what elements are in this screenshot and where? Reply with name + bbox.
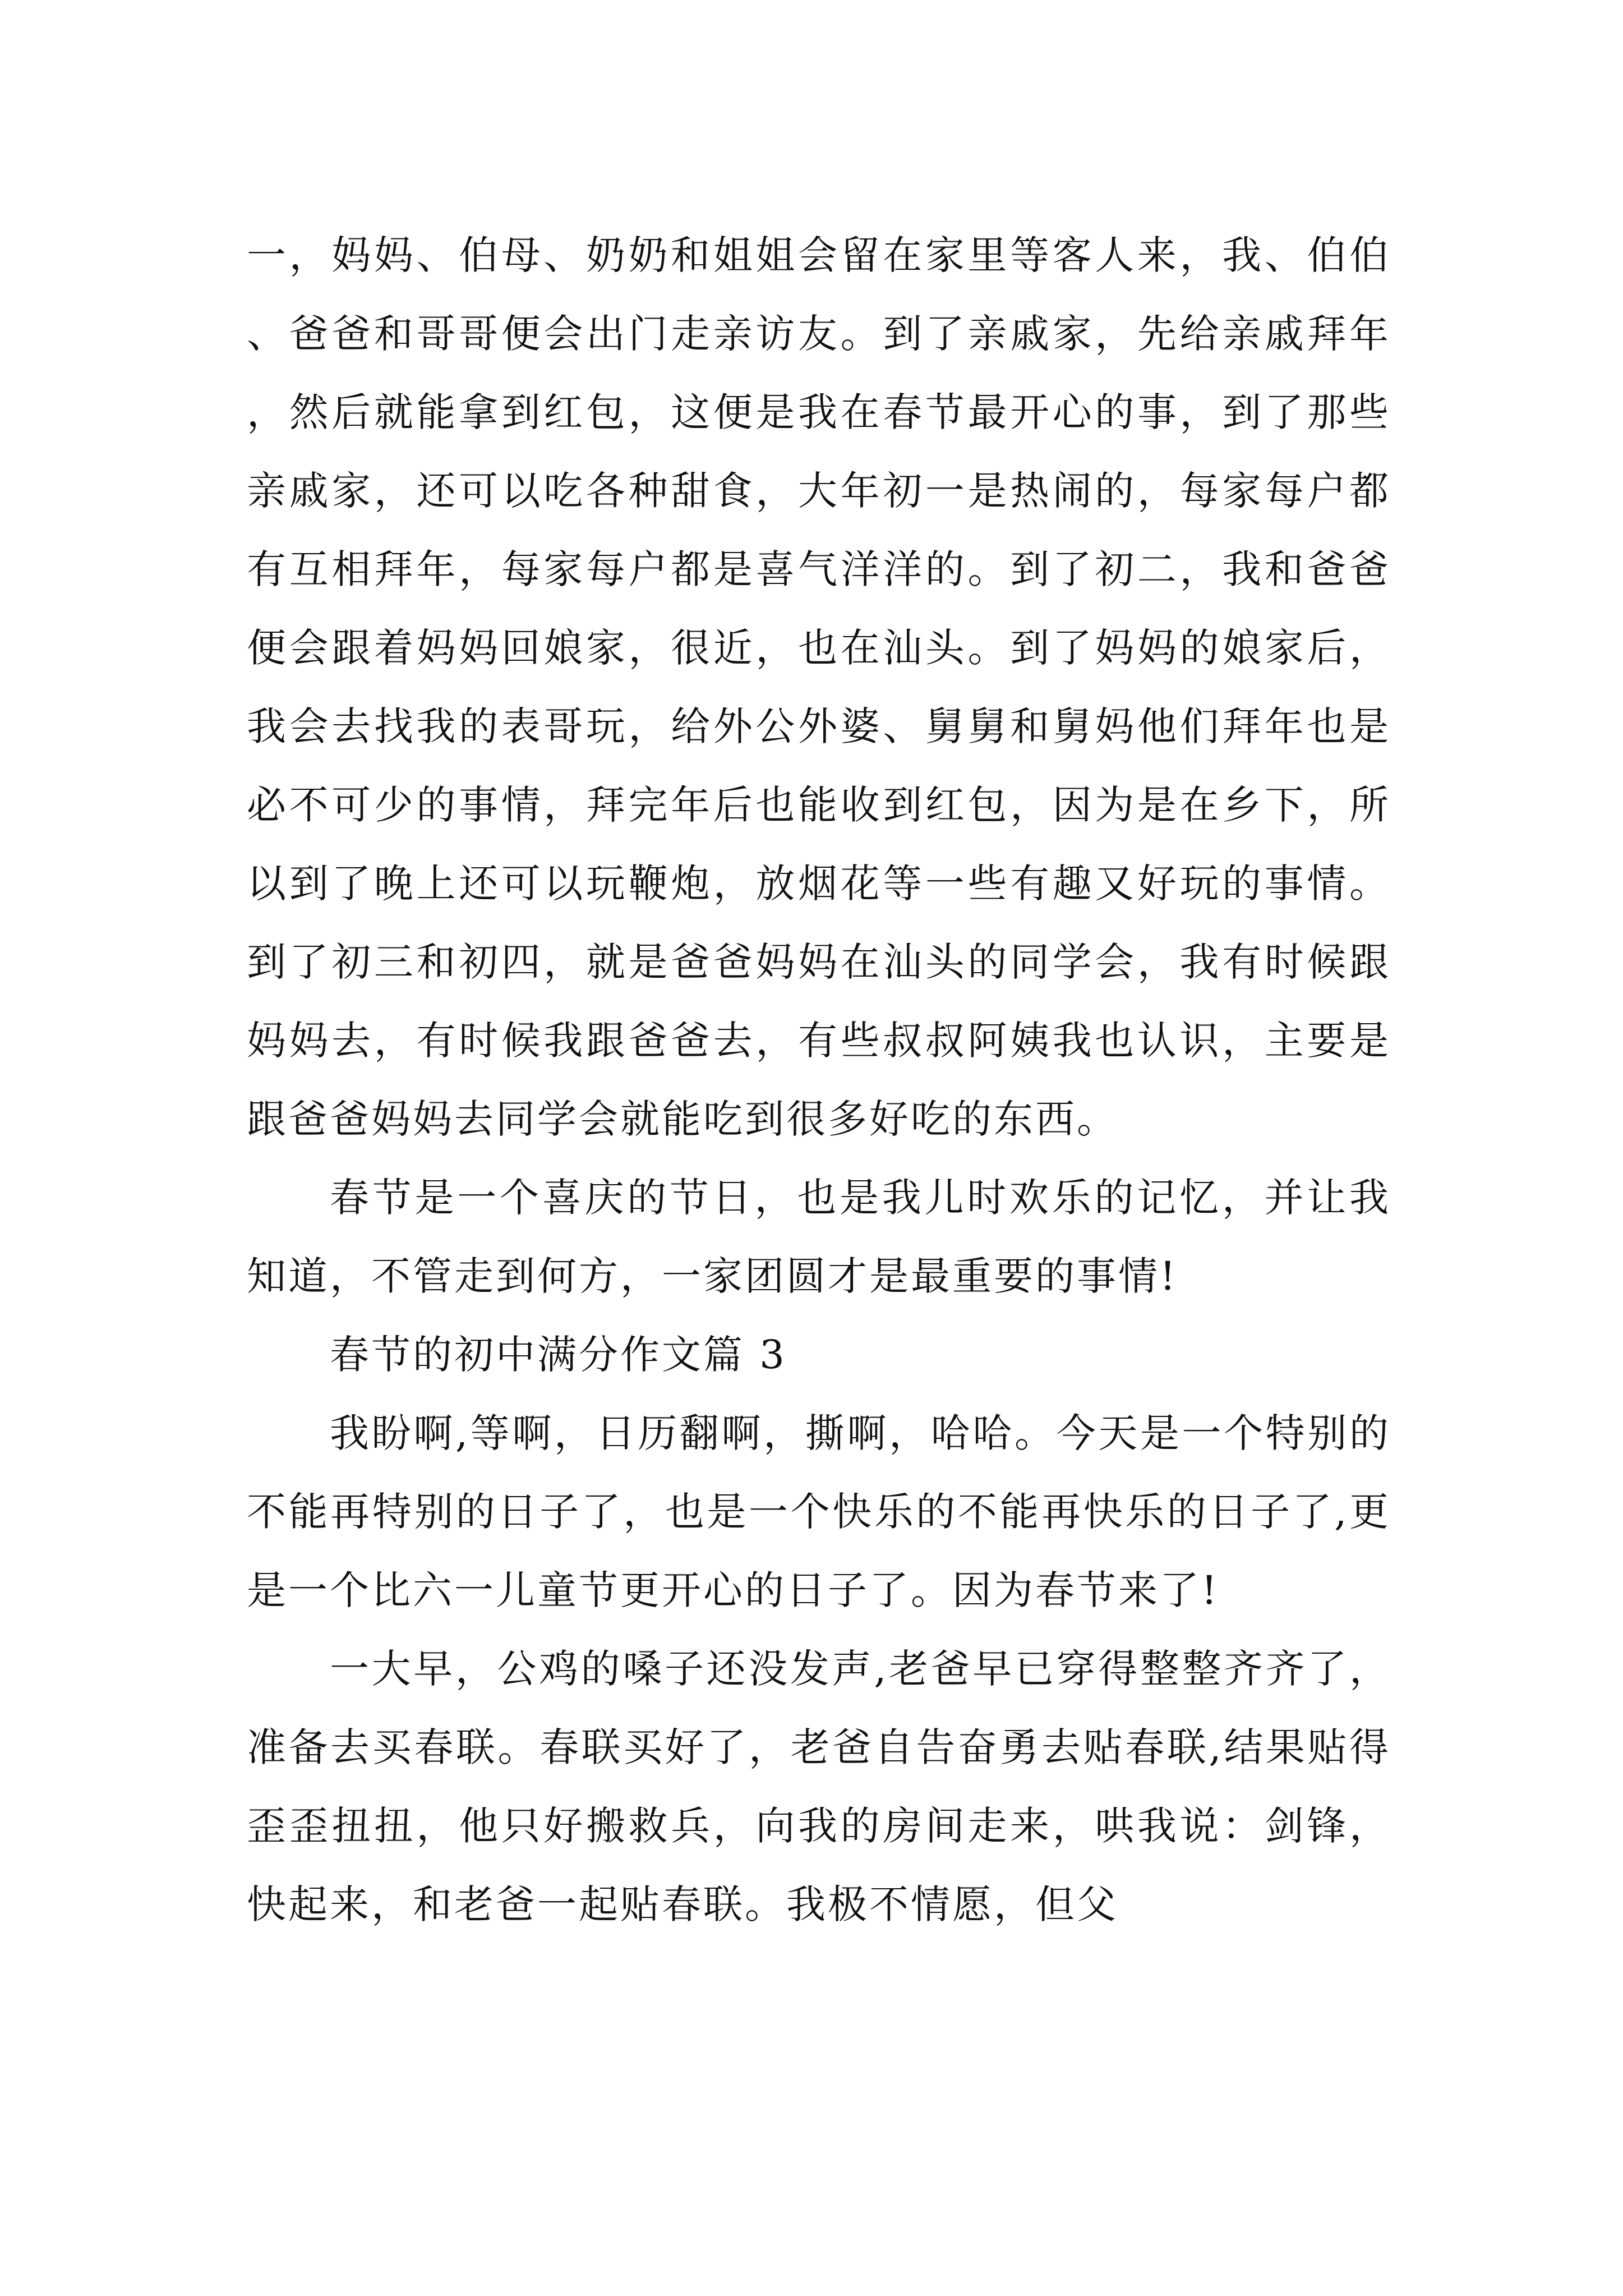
document-body [247, 216, 1391, 1944]
paragraph-1: 一，妈妈、伯母、奶奶和姐姐会留在家里等客人来，我、伯伯、爸爸和哥哥便会出门走亲访友。到了亲戚家，先给亲戚拜年，然后就能拿到红包，这便是我在春节最开心的事，到了那些亲戚家，还可以吃各种甜食，大年初一是热闹的，每家每户都有互相拜年，每家每户都是喜气洋洋的。到了初二，我和爸爸便会跟着妈妈回娘家，很近，也在汕头。到了妈妈的娘家后，我会去找我的表哥玩，给外公外婆、舅舅和舅妈他们拜年也是必不可少的事情，拜完年后也能收到红包，因为是在乡下，所以到了晚上还可以玩鞭炮，放烟花等一些有趣又好玩的事情。到了初三和初四，就是爸爸妈妈在汕头的同学会，我有时候跟妈妈去，有时候我跟爸爸去，有些叔叔阿姨我也认识，主要是跟爸爸妈妈去同学会就能吃到很多好吃的东西。 [247, 232, 1391, 1142]
paragraph-4: 一大早，公鸡的嗓子还没发声,老爸早已穿得整整齐齐了，准备去买春联。春联买好了，老爸自告奋勇去贴春联,结果贴得歪歪扭扭，他只好搬救兵，向我的房间走来，哄我说：剑锋，快起来，和老爸一起贴春联。我极不情愿，但父 [247, 1646, 1391, 1927]
paragraph-3: 我盼啊,等啊，日历翻啊，撕啊，哈哈。今天是一个特别的不能再特别的日子了，也是一个快乐的不能再快乐的日子了,更是一个比六一儿童节更开心的日子了。因为春节来了! [247, 1410, 1391, 1613]
paragraph-2: 春节是一个喜庆的节日，也是我儿时欢乐的记忆，并让我知道，不管走到何方，一家团圆才是最重要的事情! [247, 1175, 1391, 1299]
section-heading: 春节的初中满分作文篇 3 [330, 1332, 787, 1378]
